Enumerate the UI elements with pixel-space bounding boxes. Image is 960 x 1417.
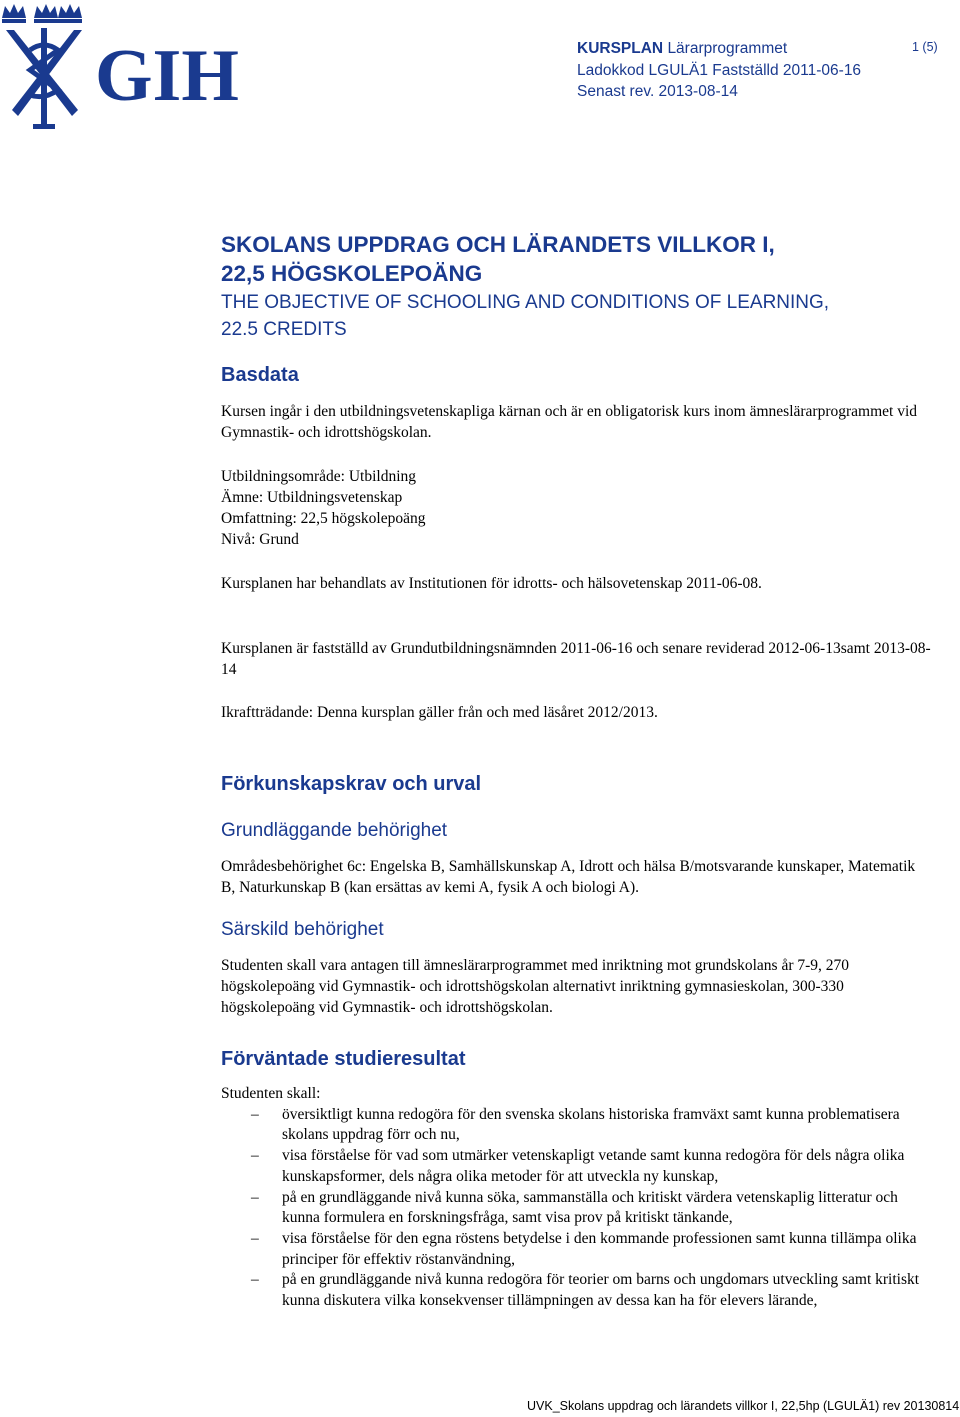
program-name: Lärarprogrammet bbox=[667, 40, 788, 57]
outcomes-intro: Studenten skall: bbox=[221, 1085, 321, 1102]
title-swedish-line-1: SKOLANS UPPDRAG OCH LÄRANDETS VILLKOR I, bbox=[221, 232, 775, 257]
basic-eligibility bbox=[221, 856, 931, 898]
title-english-line-1: THE OBJECTIVE OF SCHOOLING AND CONDITIONS OF LEARNING, bbox=[221, 292, 830, 313]
prereq-heading: Förkunskapskrav och urval bbox=[221, 773, 482, 795]
basdata-intro-text: Kursen ingår i den utbildningsvetenskapliga kärnan och är en obligatorisk kurs inom ämneslärarprogrammet vid Gymnastik- och idrottshögskolan. bbox=[221, 403, 918, 441]
title-swedish-line-2: 22,5 HÖGSKOLEPOÄNG bbox=[221, 261, 483, 286]
level: Nivå: Grund bbox=[221, 531, 299, 548]
course-title bbox=[221, 230, 941, 342]
scope: Omfattning: 22,5 högskolepoäng bbox=[221, 510, 426, 527]
list-item-text: på en grundläggande nivå kunna söka, sammanställa och kritiskt värdera vetenskaplig litteratur och kunna formulera en forskningsfråga, samt visa prov på kritiskt tänkande, bbox=[282, 1188, 898, 1227]
special-eligibility-heading: Särskild behörighet bbox=[221, 919, 384, 940]
list-item-text: visa förståelse för vad som utmärker vetenskapligt vetande samt kunna redogöra för dels några olika kunskapsformer, dels några olika metoder för att utveckla ny kunskap, bbox=[282, 1147, 905, 1185]
list-item-text: visa förståelse för den egna röstens betydelse i den kommande professionen samt kunna tillämpa olika principer för effektiv röstanvändning, bbox=[282, 1229, 917, 1268]
logo-text: GIH bbox=[95, 35, 239, 117]
footer: UVK_Skolans uppdrag och lärandets villkor I, 22,5hp (LGULÄ1) rev 20130814 bbox=[527, 1399, 960, 1413]
gih-crest-icon bbox=[0, 0, 245, 135]
list-item bbox=[221, 1105, 931, 1146]
list-item bbox=[221, 1229, 931, 1270]
list-item-text: översiktligt kunna redogöra för den svenska skolans historiska framväxt samt kunna problematisera skolans uppdrag förr och nu, bbox=[282, 1105, 900, 1144]
basdata-intro bbox=[221, 401, 931, 443]
special-eligibility-text: Studenten skall vara antagen till ämneslärarprogrammet med inriktning mot grundskolans år 7-9, 270 högskolepoäng vid Gymnastik- och idrottshögskolan alternativt inriktning gymnasieskolan, 300-330 högskolepoäng vid Gymnastik- och idrottshögskolan. bbox=[221, 957, 850, 1016]
kursplan-label: KURSPLAN bbox=[577, 40, 664, 57]
title-english-line-2: 22.5 CREDITS bbox=[221, 319, 347, 340]
dash-bullet: – bbox=[251, 1147, 259, 1165]
effective-text: Ikraftträdande: Denna kursplan gäller från och med läsåret 2012/2013. bbox=[221, 704, 658, 721]
outcomes-list bbox=[221, 1105, 931, 1312]
dash-bullet: – bbox=[251, 1105, 259, 1123]
processed-text: Kursplanen har behandlats av Institutionen för idrotts- och hälsovetenskap 2011-06-08. bbox=[221, 575, 762, 592]
approved-note bbox=[221, 638, 931, 680]
basdata-facts bbox=[221, 466, 931, 550]
list-item bbox=[221, 1270, 931, 1311]
dash-bullet: – bbox=[251, 1271, 259, 1289]
outcomes-section bbox=[221, 1084, 931, 1312]
header-line-1 bbox=[577, 38, 861, 60]
basic-eligibility-text: Områdesbehörighet 6c: Engelska B, Samhällskunskap A, Idrott och hälsa B/motsvarande kunskaper, Matematik B, Naturkunskap B (kan ersättas av kemi A, fysik A och biologi A). bbox=[221, 858, 916, 896]
processed-note bbox=[221, 573, 931, 594]
education-area: Utbildningsområde: Utbildning bbox=[221, 468, 417, 485]
document-header bbox=[577, 38, 861, 103]
dash-bullet: – bbox=[251, 1188, 259, 1206]
page-number: 1 (5) bbox=[912, 40, 938, 54]
list-item bbox=[221, 1146, 931, 1187]
subject: Ämne: Utbildningsvetenskap bbox=[221, 489, 403, 506]
special-eligibility bbox=[221, 955, 931, 1018]
approved-text: Kursplanen är fastställd av Grundutbildningsnämnden 2011-06-16 och senare reviderad 2012-06-13samt 2013-08-14 bbox=[221, 640, 931, 678]
basic-eligibility-heading: Grundläggande behörighet bbox=[221, 820, 448, 841]
list-item bbox=[221, 1188, 931, 1229]
basdata-heading: Basdata bbox=[221, 364, 299, 386]
outcomes-heading: Förväntade studieresultat bbox=[221, 1048, 466, 1070]
dash-bullet: – bbox=[251, 1229, 259, 1247]
list-item-text: på en grundläggande nivå kunna redogöra för teorier om barns och ungdomars utveckling samt kritiskt kunna diskutera vilka konsekvenser tillämpningen av dessa kan ha för elevers lärande, bbox=[282, 1271, 920, 1310]
header-revision: Senast rev. 2013-08-14 bbox=[577, 83, 738, 100]
gih-logo bbox=[0, 0, 245, 135]
effective-note bbox=[221, 702, 931, 723]
header-ladok-code: Ladokkod LGULÄ1 Fastställd 2011-06-16 bbox=[577, 61, 862, 79]
